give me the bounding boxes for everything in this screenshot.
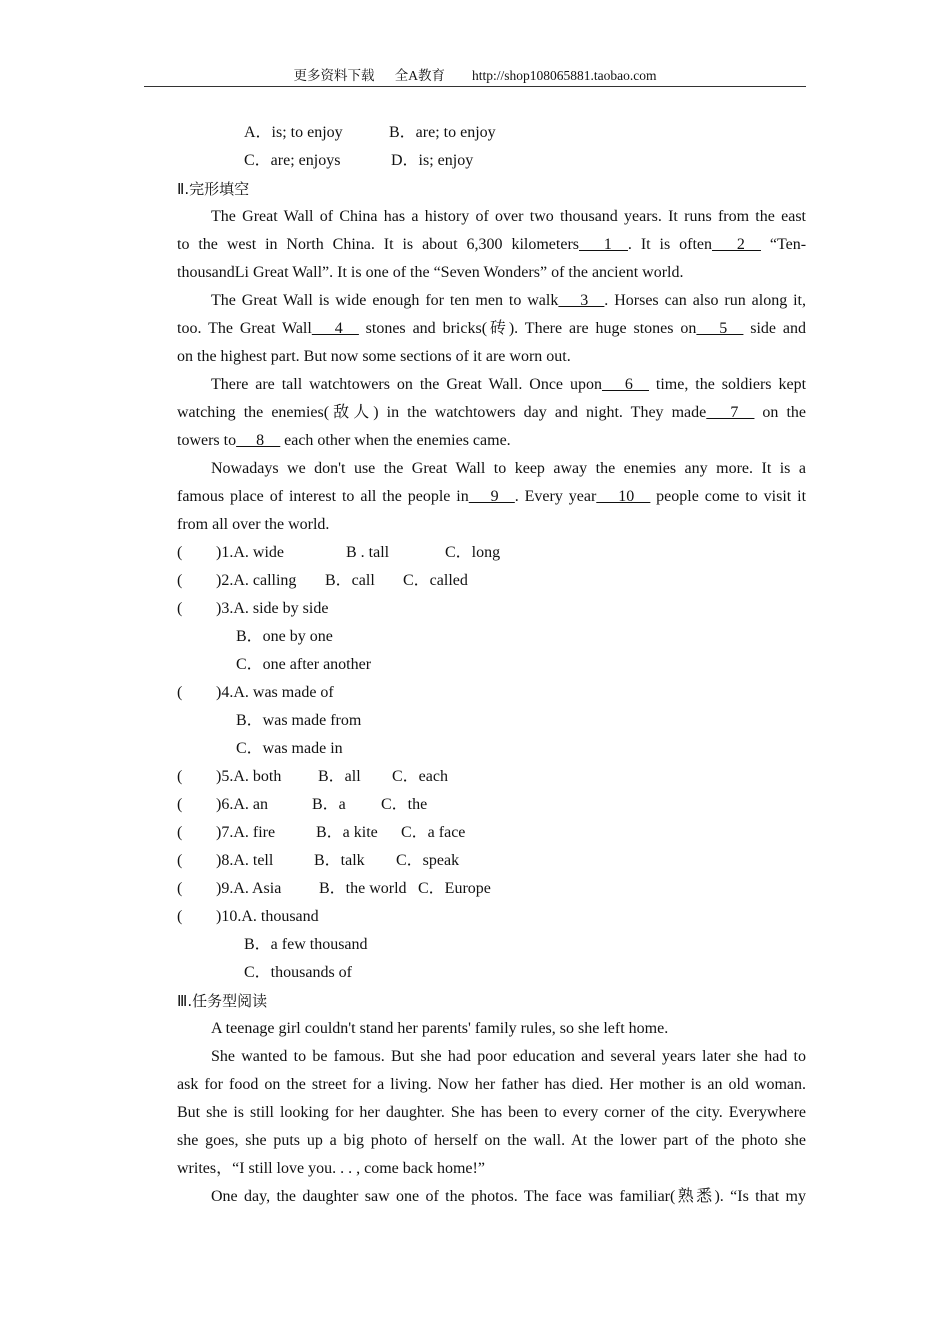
question-1 xyxy=(177,539,806,567)
prev-option-a: A．is; to enjoy xyxy=(244,124,343,141)
passage-text: side and xyxy=(743,320,807,337)
blank-6: __6__ xyxy=(601,376,649,393)
question-3 xyxy=(177,595,806,623)
answer-paren: ( xyxy=(177,852,183,869)
reading-line-2: She wanted to be famous. But she had poor education and several years later she had to xyxy=(211,1048,806,1065)
passage-line-3: thousandLi Great Wall”. It is one of the “Seven Wonders” of the ancient world. xyxy=(177,264,684,281)
reading-line-7: One day, the daughter saw one of the photos. The face was familiar(熟悉). “Is that my xyxy=(211,1188,806,1205)
question-4-option-c xyxy=(177,735,806,763)
question-stem: )5.A. both xyxy=(216,768,282,785)
question-4-option-b xyxy=(177,707,806,735)
question-stem: )7.A. fire xyxy=(216,824,276,841)
passage-line-7 xyxy=(211,371,806,399)
question-10 xyxy=(177,903,806,931)
question-10-option-b xyxy=(177,931,806,959)
question-stem: )10.A. thousand xyxy=(216,908,319,925)
blank-8: __8__ xyxy=(236,432,281,449)
question-2 xyxy=(177,567,806,595)
passage-text: each other when the enemies came. xyxy=(280,432,511,449)
passage-text: stones and bricks(砖). There are huge stones on xyxy=(358,320,697,337)
section-3-title: Ⅲ.任务型阅读 xyxy=(177,992,268,1010)
option-b: B．was made from xyxy=(236,712,362,729)
passage-text: towers to xyxy=(177,432,237,449)
option-c: C．each xyxy=(392,768,448,785)
answer-paren: ( xyxy=(177,908,183,925)
blank-1: __1__ xyxy=(579,236,628,253)
prev-options-row-2 xyxy=(177,147,806,175)
passage-line-6: on the highest part. But now some sections of it are worn out. xyxy=(177,348,571,365)
passage-line-5 xyxy=(177,315,806,343)
passage-line-11 xyxy=(177,483,806,511)
question-3-option-b xyxy=(177,623,806,651)
passage-text: There are tall watchtowers on the Great Wall. Once upon xyxy=(211,376,602,393)
answer-paren: ( xyxy=(177,600,183,617)
reading-line-3: ask for food on the street for a living. Now her father has died. Her mother is an old woman. xyxy=(177,1076,806,1093)
passage-text: to the west in North China. It is about 6,300 kilometers xyxy=(177,236,579,253)
answer-paren: ( xyxy=(177,880,183,897)
option-c: C．Europe xyxy=(418,880,491,897)
option-b: B．call xyxy=(325,572,375,589)
question-9 xyxy=(177,875,806,903)
option-c: C．thousands of xyxy=(244,964,353,981)
answer-paren: ( xyxy=(177,796,183,813)
option-c: C．called xyxy=(403,572,468,589)
option-c: C．one after another xyxy=(236,656,372,673)
section-2-title: Ⅱ.完形填空 xyxy=(177,180,250,198)
passage-text: too. The Great Wall xyxy=(177,320,312,337)
question-6 xyxy=(177,791,806,819)
passage-line-9 xyxy=(177,427,806,455)
reading-line-5: she goes, she puts up a big photo of herself on the wall. At the lower part of the photo she xyxy=(177,1132,806,1149)
passage-text: The Great Wall is wide enough for ten men to walk xyxy=(211,292,559,309)
prev-option-b: B．are; to enjoy xyxy=(389,124,496,141)
prev-option-c: C．are; enjoys xyxy=(244,152,341,169)
reading-line-4: But she is still looking for her daughter. She has been to every corner of the city. Everywhere xyxy=(177,1104,806,1121)
passage-line-10: Nowadays we don't use the Great Wall to keep away the enemies any more. It is a xyxy=(211,460,806,477)
blank-10: __10__ xyxy=(596,488,651,505)
option-c: C．was made in xyxy=(236,740,343,757)
passage-text: . Every year xyxy=(514,488,597,505)
blank-9: __9__ xyxy=(468,488,515,505)
option-b: B．one by one xyxy=(236,628,333,645)
question-5 xyxy=(177,763,806,791)
passage-text: watching the enemies(敌人) in the watchtowers day and night. They made xyxy=(177,404,707,421)
option-b: B．a xyxy=(312,796,346,813)
passage-text: time, the soldiers kept xyxy=(648,376,807,393)
question-10-option-c xyxy=(177,959,806,987)
passage-text: famous place of interest to all the people in xyxy=(177,488,469,505)
question-8 xyxy=(177,847,806,875)
page-header: 更多资料下载 全A教育 http://shop108065881.taobao.com xyxy=(144,64,806,87)
reading-line-6: writes，“I still love you. . . , come back home!” xyxy=(177,1160,485,1177)
question-4 xyxy=(177,679,806,707)
reading-line-1: A teenage girl couldn't stand her parents' family rules, so she left home. xyxy=(211,1020,669,1037)
question-stem: )3.A. side by side xyxy=(216,600,329,617)
passage-line-2 xyxy=(177,231,806,259)
question-stem: )2.A. calling xyxy=(216,572,297,589)
prev-option-d: D．is; enjoy xyxy=(391,152,474,169)
passage-text: people come to visit it xyxy=(650,488,807,505)
blank-5: __5__ xyxy=(696,320,744,337)
answer-paren: ( xyxy=(177,824,183,841)
question-7 xyxy=(177,819,806,847)
passage-text: “Ten- xyxy=(760,236,807,253)
answer-paren: ( xyxy=(177,544,183,561)
question-stem: )4.A. was made of xyxy=(216,684,334,701)
answer-paren: ( xyxy=(177,768,183,785)
question-stem: )9.A. Asia xyxy=(216,880,282,897)
prev-options-row-1 xyxy=(177,119,806,147)
option-c: C．a face xyxy=(401,824,466,841)
option-b: B．a few thousand xyxy=(244,936,368,953)
blank-7: __7__ xyxy=(706,404,755,421)
passage-text: . Horses can also run along it, xyxy=(604,292,807,309)
option-c: C．the xyxy=(381,796,428,813)
question-3-option-c xyxy=(177,651,806,679)
answer-paren: ( xyxy=(177,684,183,701)
option-b: B . tall xyxy=(346,544,390,561)
question-stem: )8.A. tell xyxy=(216,852,274,869)
blank-4: __4__ xyxy=(311,320,359,337)
option-b: B．the world xyxy=(319,880,407,897)
passage-line-4 xyxy=(211,287,806,315)
option-b: B．a kite xyxy=(316,824,378,841)
answer-paren: ( xyxy=(177,572,183,589)
question-stem: )6.A. an xyxy=(216,796,268,813)
passage-line-12: from all over the world. xyxy=(177,516,330,533)
option-b: B．talk xyxy=(314,852,365,869)
option-b: B．all xyxy=(318,768,361,785)
blank-2: __2__ xyxy=(712,236,761,253)
question-stem: )1.A. wide xyxy=(216,544,284,561)
passage-line-8 xyxy=(177,399,806,427)
passage-text: on the xyxy=(754,404,806,421)
passage-line-1: The Great Wall of China has a history of over two thousand years. It runs from the east xyxy=(211,208,806,225)
blank-3: __3__ xyxy=(558,292,605,309)
option-c: C．speak xyxy=(396,852,460,869)
passage-text: . It is often xyxy=(627,236,712,253)
option-c: C．long xyxy=(445,544,501,561)
